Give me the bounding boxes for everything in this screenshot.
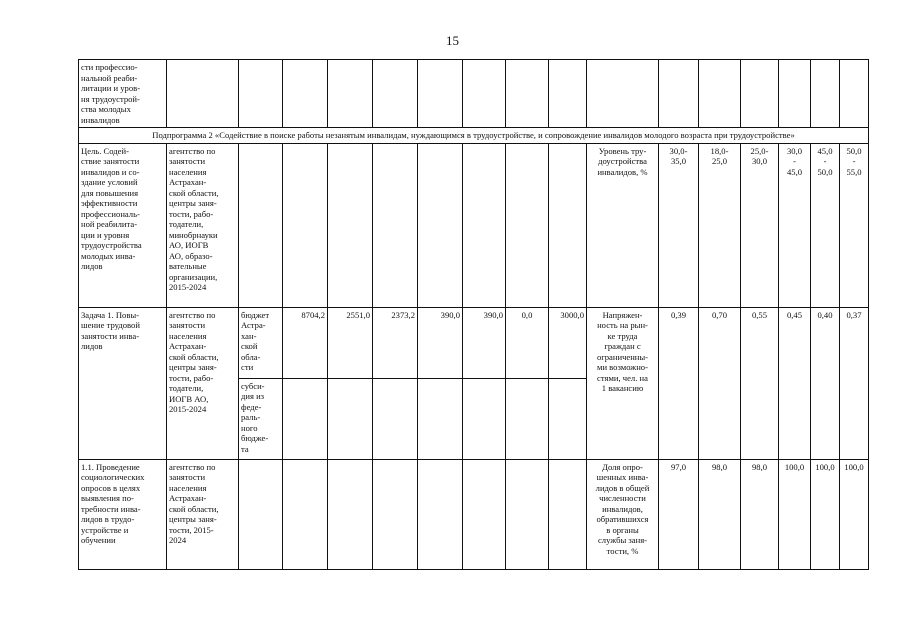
task-name: Задача 1. Повы- шение трудовой занятости инва- лидов [79, 307, 167, 459]
empty-cell [373, 143, 418, 307]
empty-cell [463, 143, 506, 307]
amount-cell [506, 307, 549, 459]
measure-name: 1.1. Проведение социологических опросов в целях выявления по- требности инва- лидов в трудо- устройстве и обучении [79, 459, 167, 569]
empty-cell [418, 143, 463, 307]
funding-source-regional: бюджет Астра- хан- ской обла- сти [239, 308, 282, 379]
empty-cell [840, 60, 869, 128]
task-indicator: Напряжен- ность на рын- ке труда граждан с ограниченны- ми возможно- стями, чел. на 1 вакансию [587, 307, 659, 459]
table-row-task-1 [79, 307, 869, 459]
amount-cell [283, 307, 328, 459]
measure-executor: агентство по занятости населения Астрахан- ской области, центры заня- тости, 2015- 2024 [167, 459, 239, 569]
measure-indicator: Доля опро- шенных инва- лидов в общей численности инвалидов, обратившихся в органы службы заня- тости, % [587, 459, 659, 569]
measure-value: 97,0 [659, 459, 699, 569]
empty-cell [328, 60, 373, 128]
measure-value: 100,0 [840, 459, 869, 569]
empty-cell [506, 60, 549, 128]
amount-cell [463, 307, 506, 459]
goal-value: 30,0 - 45,0 [779, 143, 811, 307]
empty-cell [239, 143, 283, 307]
amount-cell [328, 307, 373, 459]
amount-value: 3000,0 [549, 308, 586, 379]
measure-value: 98,0 [699, 459, 741, 569]
measure-value: 98,0 [741, 459, 779, 569]
empty-cell [811, 60, 840, 128]
empty-cell [549, 60, 587, 128]
table-row-measure-1-1 [79, 459, 869, 569]
measure-value: 100,0 [779, 459, 811, 569]
empty-cell [283, 459, 328, 569]
empty-cell [779, 60, 811, 128]
goal-name: Цель. Содей- ствие занятости инвалидов и со- здание условий для повышения эффективности профессиональ- ной реабилита- ции и уровня трудоустройства молодых инва- лидов [79, 143, 167, 307]
empty-cell [506, 459, 549, 569]
goal-value: 18,0- 25,0 [699, 143, 741, 307]
empty-cell [741, 60, 779, 128]
empty-cell [463, 459, 506, 569]
empty-cell [699, 60, 741, 128]
empty-cell [283, 143, 328, 307]
task-value: 0,40 [811, 307, 840, 459]
amount-value: 390,0 [418, 308, 462, 379]
task-value: 0,55 [741, 307, 779, 459]
subprogram-title: Подпрограмма 2 «Содействие в поиске работы незанятым инвалидам, нуждающимся в трудоустройстве, и сопровождение инвалидов молодого возраста при трудоустройстве» [79, 128, 869, 144]
goal-value: 50,0 - 55,0 [840, 143, 869, 307]
empty-cell [283, 60, 328, 128]
table-row-subprogram [79, 128, 869, 144]
empty-cell [418, 60, 463, 128]
empty-cell [328, 459, 373, 569]
amount-value: 2373,2 [373, 308, 417, 379]
task-executor: агентство по занятости населения Астрахан- ской области, центры заня- тости, рабо- тодатели, ИОГВ АО, 2015-2024 [167, 307, 239, 459]
empty-cell [549, 459, 587, 569]
goal-value: 30,0- 35,0 [659, 143, 699, 307]
measure-value: 100,0 [811, 459, 840, 569]
empty-cell [418, 459, 463, 569]
amount-value: 8704,2 [283, 308, 327, 379]
amount-cell [373, 307, 418, 459]
page-number: 15 [446, 33, 459, 48]
empty-cell [373, 459, 418, 569]
goal-executor: агентство по занятости населения Астрахан- ской области, центры заня- тости, рабо- тодатели, минобрнауки АО, ИОГВ АО, образо- вательные организации, 2015-2024 [167, 143, 239, 307]
goal-indicator: Уровень тру- доустройства инвалидов, % [587, 143, 659, 307]
amount-value: 2551,0 [328, 308, 372, 379]
task-value: 0,45 [779, 307, 811, 459]
empty-cell [239, 459, 283, 569]
amount-value: 0,0 [506, 308, 548, 379]
empty-cell [587, 60, 659, 128]
funding-source-cell [239, 307, 283, 459]
goal-value: 45,0 - 50,0 [811, 143, 840, 307]
empty-cell [328, 143, 373, 307]
empty-cell [463, 60, 506, 128]
measure-name: сти профессио- нальной реаби- литации и уров- ня трудоустрой- ства молодых инвалидов [79, 60, 167, 128]
table-row-goal [79, 143, 869, 307]
empty-cell [506, 143, 549, 307]
task-value: 0,39 [659, 307, 699, 459]
funding-source-federal: субси- дия из феде- раль- ного бюдже- та [241, 380, 269, 454]
task-value: 0,37 [840, 307, 869, 459]
amount-cell [418, 307, 463, 459]
amount-cell [549, 307, 587, 459]
empty-cell [549, 143, 587, 307]
empty-cell [659, 60, 699, 128]
empty-cell [373, 60, 418, 128]
program-table [78, 59, 869, 570]
goal-value: 25,0- 30,0 [741, 143, 779, 307]
empty-cell [167, 60, 239, 128]
table-row-continuation [79, 60, 869, 128]
task-value: 0,70 [699, 307, 741, 459]
empty-cell [239, 60, 283, 128]
amount-value: 390,0 [463, 308, 505, 379]
